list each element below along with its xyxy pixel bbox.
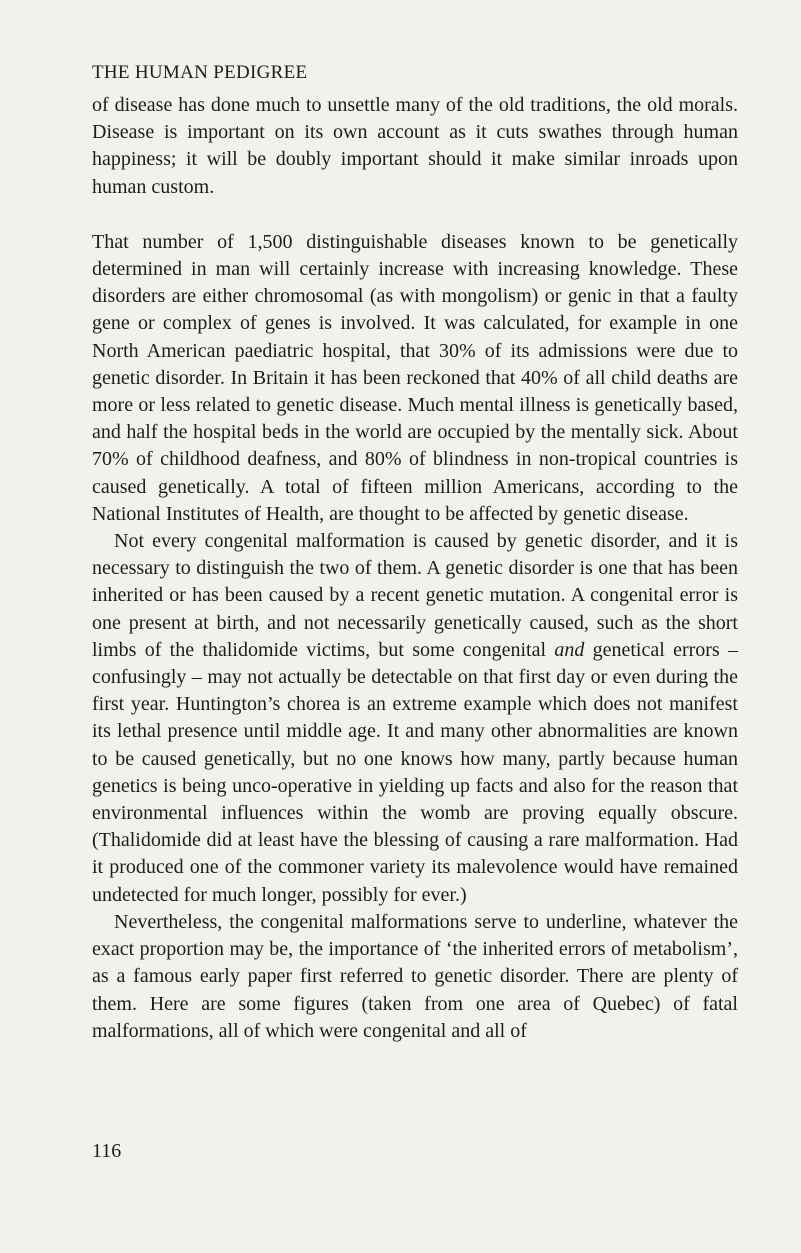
paragraph-3-part-2: genetical errors – confusingly – may not actually be detectable on that first day or even during the first year. Huntington’s chorea is an extreme example which does not manifest its lethal presence until middle age. It and many other abnormalities are known to be caused genetically, but no one knows how many, partly because human genetics is being unco-operative in yielding up facts and also for the reason that environmental influences within the womb are proving equally obscure. (Thalidomide did at least have the blessing of causing a rare malformation. Had it produced one of the commoner variety its malevolence would have remained undetected for much longer, possibly for ever.) [92, 638, 738, 906]
section-gap [92, 201, 738, 229]
paragraph-1: of disease has done much to unsettle many of the old traditions, the old morals. Disease is important on its own account as it cuts swathes through human happiness; it will be doubly important should it make similar inroads upon human custom. [92, 94, 738, 198]
paragraph-2: That number of 1,500 distinguishable diseases known to be genetically determined in man will certainly increase with increasing knowledge. These disorders are either chromosomal (as with mongolism) or genic in that a faulty gene or complex of genes is involved. It was calculated, for example in one North American paediatric hospital, that 30% of its admissions were due to genetic disorder. In Britain it has been reckoned that 40% of all child deaths are more or less related to genetic disease. Much mental illness is genetically based, and half the hospital beds in the world are occupied by the mentally sick. About 70% of childhood deafness, and 80% of blindness in non-tropical countries is caused genetically. A total of fifteen million Americans, according to the National Institutes of Health, are thought to be affected by genetic disease. [92, 230, 738, 525]
running-head: THE HUMAN PEDIGREE [92, 62, 308, 83]
paragraph-4: Nevertheless, the congenital malformations serve to underline, whatever the exact proportion may be, the importance of ‘the inherited errors of metabolism’, as a famous early paper first referred to genetic disorder. There are plenty of them. Here are some figures (taken from one area of Quebec) of fatal malformations, all of which were congenital and all of [92, 910, 738, 1042]
paragraph-3-emphasis: and [554, 638, 585, 661]
page-number: 116 [92, 1140, 122, 1162]
paragraph-3-part-1: Not every congenital malformation is caused by genetic disorder, and it is necessary to distinguish the two of them. A genetic disorder is one that has been inherited or has been caused by a recent genetic mutation. A congenital error is one present at birth, and not necessarily genetically caused, such as the short limbs of the thalidomide victims, but some congenital [92, 530, 738, 661]
page-text-block [92, 58, 738, 1045]
paragraph-3 [92, 528, 738, 909]
